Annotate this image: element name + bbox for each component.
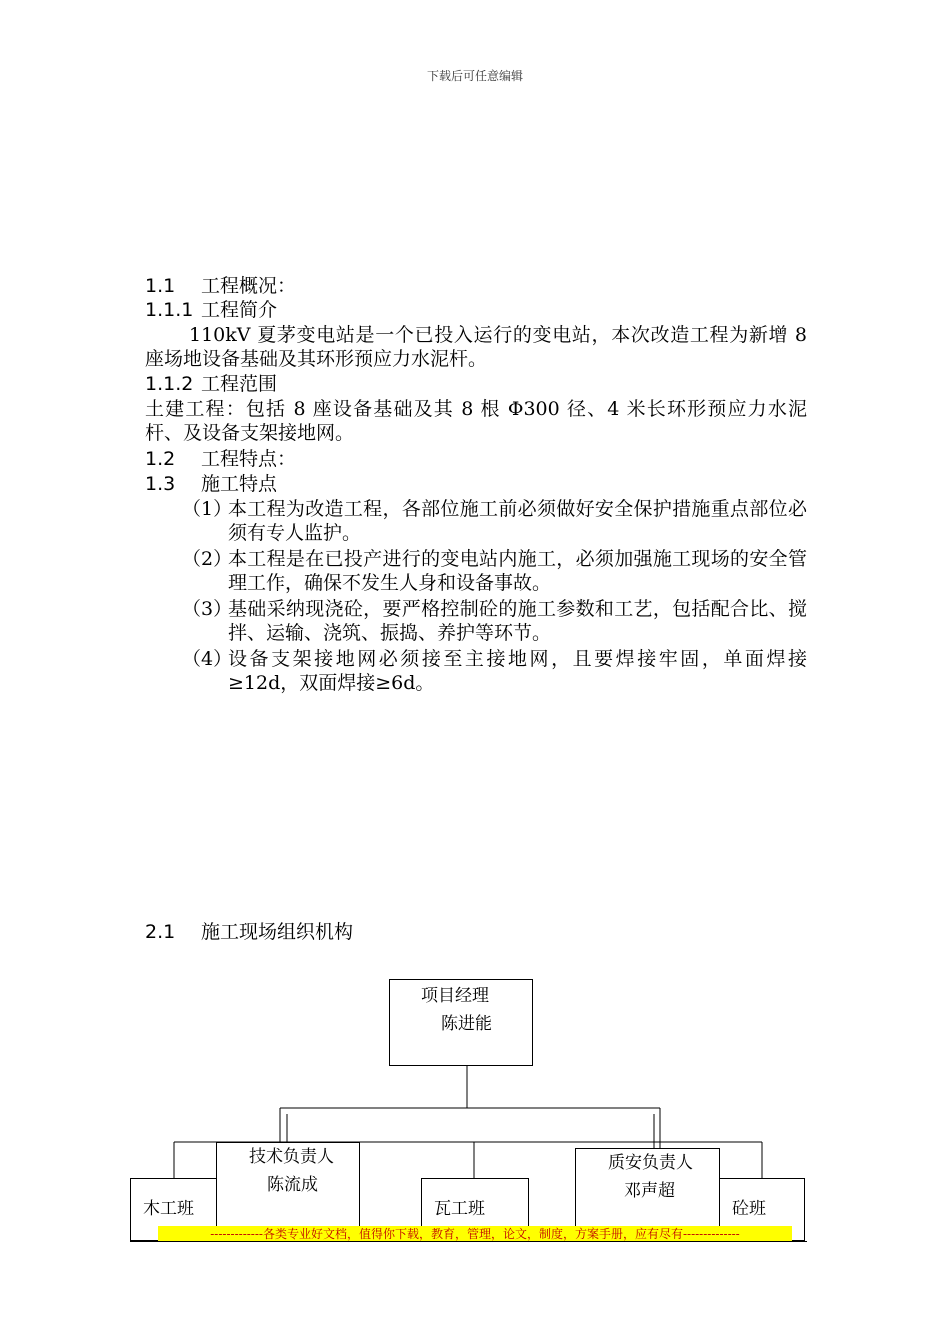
footer-banner: -------------各类专业好文档，值得你下载，教育，管理，论文，制度，方案手册，应有尽有--------------	[158, 1226, 792, 1242]
org-person-name: 邓声超	[624, 1181, 675, 1201]
org-team-label: 砼班	[732, 1199, 766, 1219]
section-number: 1.2	[145, 448, 176, 470]
section-title: 施工现场组织机构	[201, 921, 354, 943]
feature-text: 本工程为改造工程，各部位施工前必须做好安全保护措施重点部位必须有专人监护。	[228, 498, 807, 544]
feature-text: 本工程是在已投产进行的变电站内施工，必须加强施工现场的安全管理工作，确保不发生人身和设备事故。	[228, 548, 807, 594]
list-marker: （3）	[182, 598, 233, 620]
org-person-name: 陈进能	[441, 1014, 492, 1034]
org-role: 技术负责人	[249, 1147, 334, 1167]
feature-text: 基础采纳现浇砼，要严格控制砼的施工参数和工艺，包括配合比、搅拌、运输、浇筑、振捣、养护等环节。	[228, 598, 807, 644]
org-box-technical-lead	[216, 1142, 360, 1228]
section-number: 1.1	[145, 275, 176, 297]
org-team-label: 木工班	[143, 1199, 194, 1219]
section-title: 工程简介	[201, 299, 278, 321]
section-number: 1.3	[145, 473, 176, 495]
org-box-project-manager	[389, 979, 533, 1066]
org-role: 项目经理	[421, 986, 489, 1006]
section-number: 1.1.1	[145, 299, 194, 321]
scope-paragraph: 土建工程：包括 8 座设备基础及其 8 根 Φ300 径、4 米长环形预应力水泥杆、及设备支架接地网。	[145, 398, 807, 444]
org-box-qa-lead	[575, 1148, 720, 1234]
intro-paragraph: 110kV 夏茅变电站是一个已投入运行的变电站，本次改造工程为新增 8 座场地设备基础及其环形预应力水泥杆。	[145, 324, 807, 370]
org-team-label: 瓦工班	[434, 1199, 485, 1219]
list-marker: （1）	[182, 498, 233, 520]
org-person-name: 陈流成	[267, 1175, 318, 1195]
section-title: 工程特点：	[201, 448, 297, 470]
section-title: 工程概况：	[201, 275, 297, 297]
list-marker: （4）	[182, 648, 233, 670]
org-role: 质安负责人	[608, 1153, 693, 1173]
footer-rule	[130, 1241, 807, 1242]
header-note: 下载后可任意编辑	[426, 69, 523, 83]
section-number: 2.1	[145, 921, 176, 943]
section-title: 施工特点	[201, 473, 278, 495]
feature-text: 设备支架接地网必须接至主接地网，且要焊接牢固，单面焊接≥12d，双面焊接≥6d。	[228, 648, 807, 694]
section-number: 1.1.2	[145, 373, 194, 395]
list-marker: （2）	[182, 548, 233, 570]
section-title: 工程范围	[201, 373, 278, 395]
